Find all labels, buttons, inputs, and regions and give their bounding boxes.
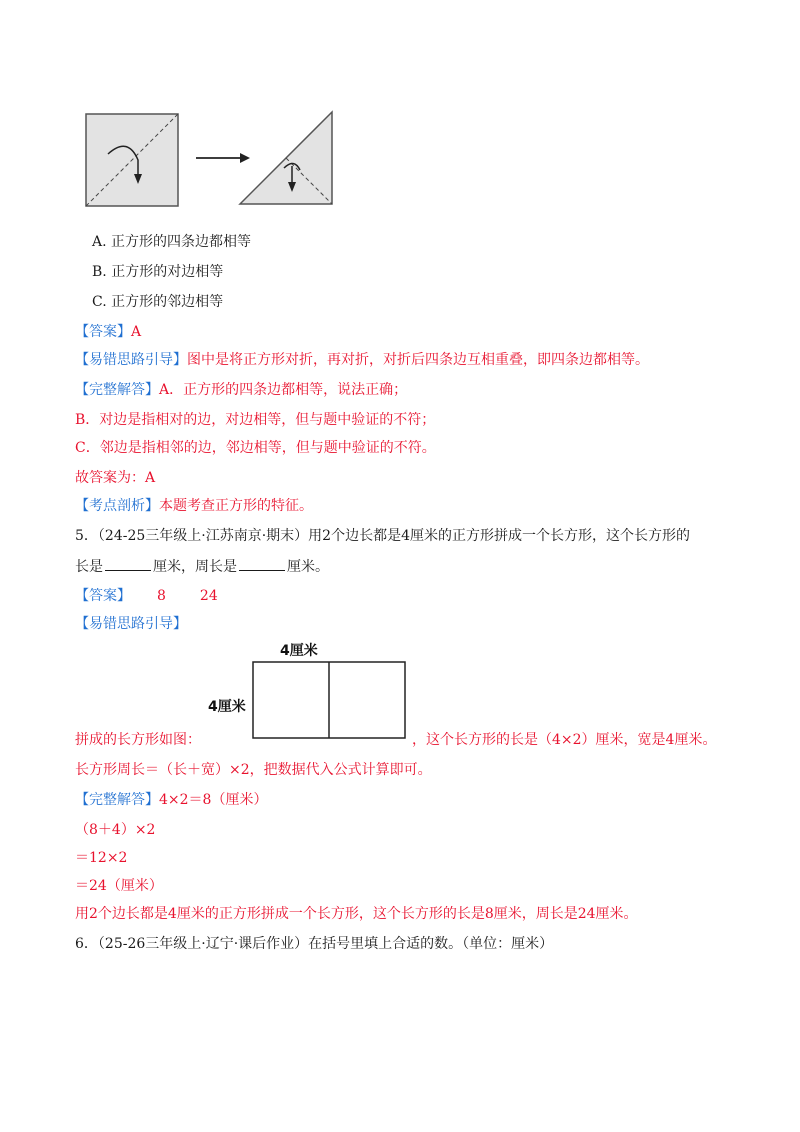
- option-c: C. 正方形的邻边相等: [92, 294, 224, 310]
- q5-solution-line3: ＝12×2: [75, 850, 128, 866]
- figure-side-label: 4厘米: [208, 699, 246, 715]
- q5-solution-line2: （8＋4）×2: [75, 822, 156, 838]
- q5-solution: 【完整解答】4×2＝8（厘米）: [75, 792, 268, 808]
- q5-blank-length[interactable]: [105, 556, 151, 571]
- q4-solution-line2: B．对边是指相对的边，对边相等，但与题中验证的不符；: [75, 412, 436, 428]
- q5-solution-line4: ＝24（厘米）: [75, 878, 163, 894]
- q6-stem: 6．（25-26三年级上·辽宁·课后作业）在括号里填上合适的数。（单位：厘米）: [75, 936, 554, 952]
- q4-solution-line3: C．邻边是指相邻的边，邻边相等，但与题中验证的不符。: [75, 440, 436, 456]
- q5-blank-perimeter[interactable]: [239, 556, 285, 571]
- q5-stem-line1: 5．（24-25三年级上·江苏南京·期末）用2个边长都是4厘米的正方形拼成一个长方形，这个长方形的: [75, 528, 690, 544]
- option-b: B. 正方形的对边相等: [92, 264, 224, 280]
- q5-hint-suffix: ，这个长方形的长是（4×2）厘米，宽是4厘米。: [412, 732, 717, 748]
- q4-solution: 【完整解答】A．正方形的四条边都相等，说法正确；: [75, 382, 408, 398]
- q4-answer: 【答案】A: [75, 324, 142, 340]
- q5-stem-line2: 长是 厘米，周长是 厘米。: [75, 556, 329, 577]
- rectangle-figure: [252, 661, 408, 741]
- q5-answer: 【答案】 8 24: [75, 588, 218, 604]
- square-folding-figure: [80, 108, 340, 208]
- q5-conclusion: 用2个边长都是4厘米的正方形拼成一个长方形，这个长方形的长是8厘米，周长是24厘米。: [75, 906, 638, 922]
- figure-top-label: 4厘米: [280, 643, 318, 659]
- right-arrow-head-icon: [240, 153, 250, 163]
- q5-hint-prefix: 拼成的长方形如图：: [75, 732, 201, 748]
- option-a: A. 正方形的四条边都相等: [92, 234, 252, 250]
- q5-hint-line2: 长方形周长＝（长＋宽）×2，把数据代入公式计算即可。: [75, 762, 432, 778]
- q4-hint: 【易错思路引导】图中是将正方形对折，再对折，对折后四条边互相重叠，即四条边都相等。: [75, 352, 649, 368]
- q5-hint-tag: 【易错思路引导】: [75, 616, 187, 632]
- q4-conclusion: 故答案为：A: [75, 470, 156, 486]
- q4-analysis: 【考点剖析】本题考查正方形的特征。: [75, 498, 313, 514]
